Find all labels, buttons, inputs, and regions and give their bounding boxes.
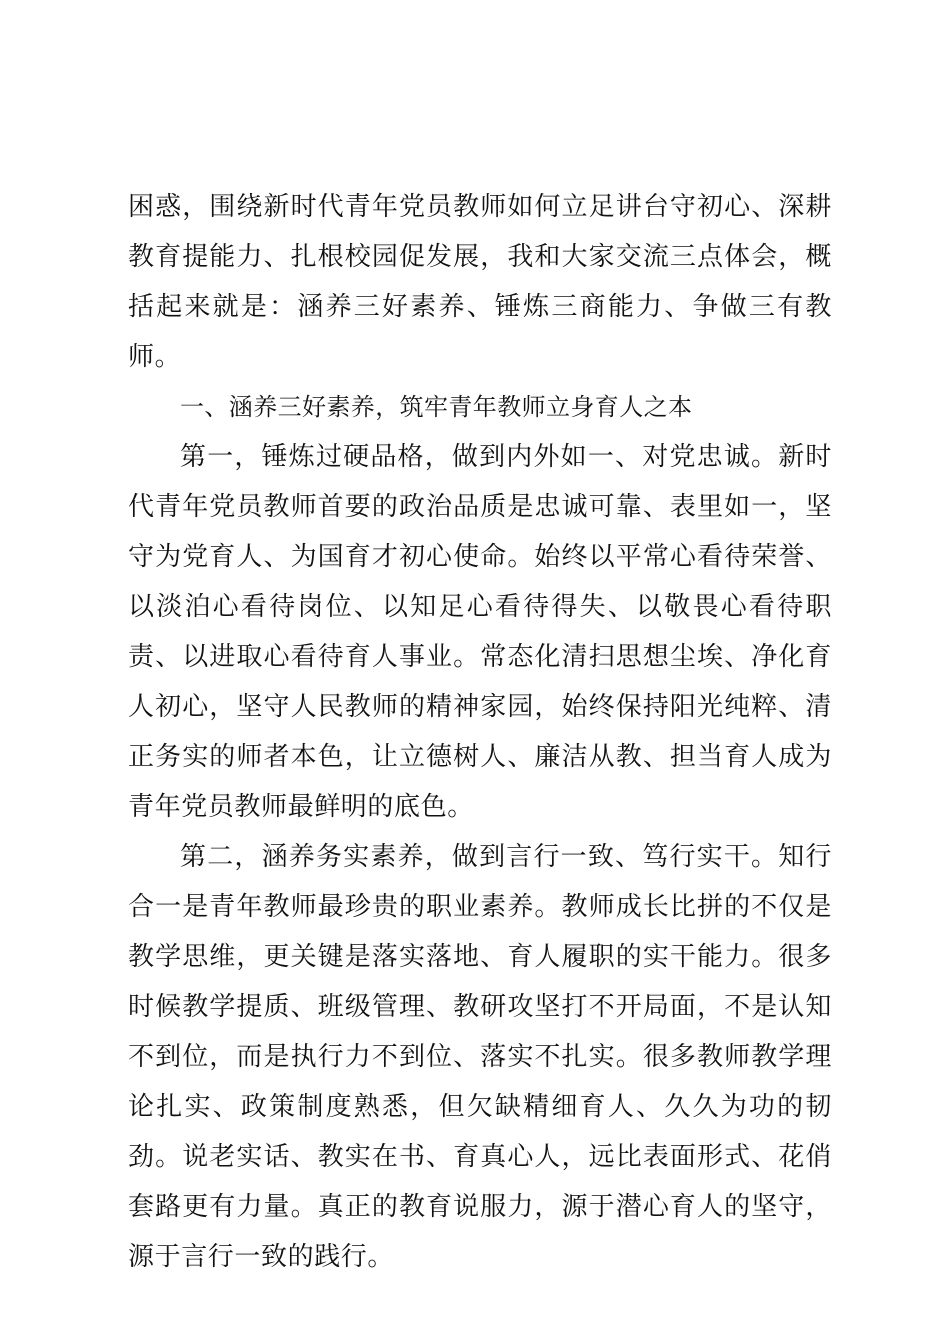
point-two-paragraph: 第二，涵养务实素养，做到言行一致、笃行实干。知行合一是青年教师最珍贵的职业素养。教师成长比拼的不仅是教学思维，更关键是落实落地、育人履职的实干能力。很多时候教学提质、班级管理、教研攻坚打不开局面，不是认知不到位，而是执行力不到位、落实不扎实。很多教师教学理论扎实、政策制度熟悉，但欠缺精细育人、久久为功的韧劲。说老实话、教实在书、育真心人，远比表面形式、花俏套路更有力量。真正的教育说服力，源于潜心育人的坚守，源于言行一致的践行。 xyxy=(128,842,832,1272)
point-one-paragraph: 第一，锤炼过硬品格，做到内外如一、对党忠诚。新时代青年党员教师首要的政治品质是忠诚可靠、表里如一，坚守为党育人、为国育才初心使命。始终以平常心看待荣誉、以淡泊心看待岗位、以知足心看待得失、以敬畏心看待职责、以进取心看待育人事业。常态化清扫思想尘埃、净化育人初心，坚守人民教师的精神家园，始终保持阳光纯粹、清正务实的师者本色，让立德树人、廉洁从教、担当育人成为青年党员教师最鲜明的底色。 xyxy=(128,442,832,822)
section-heading: 一、涵养三好素养，筑牢青年教师立身育人之本 xyxy=(180,393,693,421)
document-body xyxy=(128,182,832,1282)
intro-paragraph: 困惑，围绕新时代青年党员教师如何立足讲台守初心、深耕教育提能力、扎根校园促发展，我和大家交流三点体会，概括起来就是：涵养三好素养、锤炼三商能力、争做三有教师。 xyxy=(128,192,832,372)
